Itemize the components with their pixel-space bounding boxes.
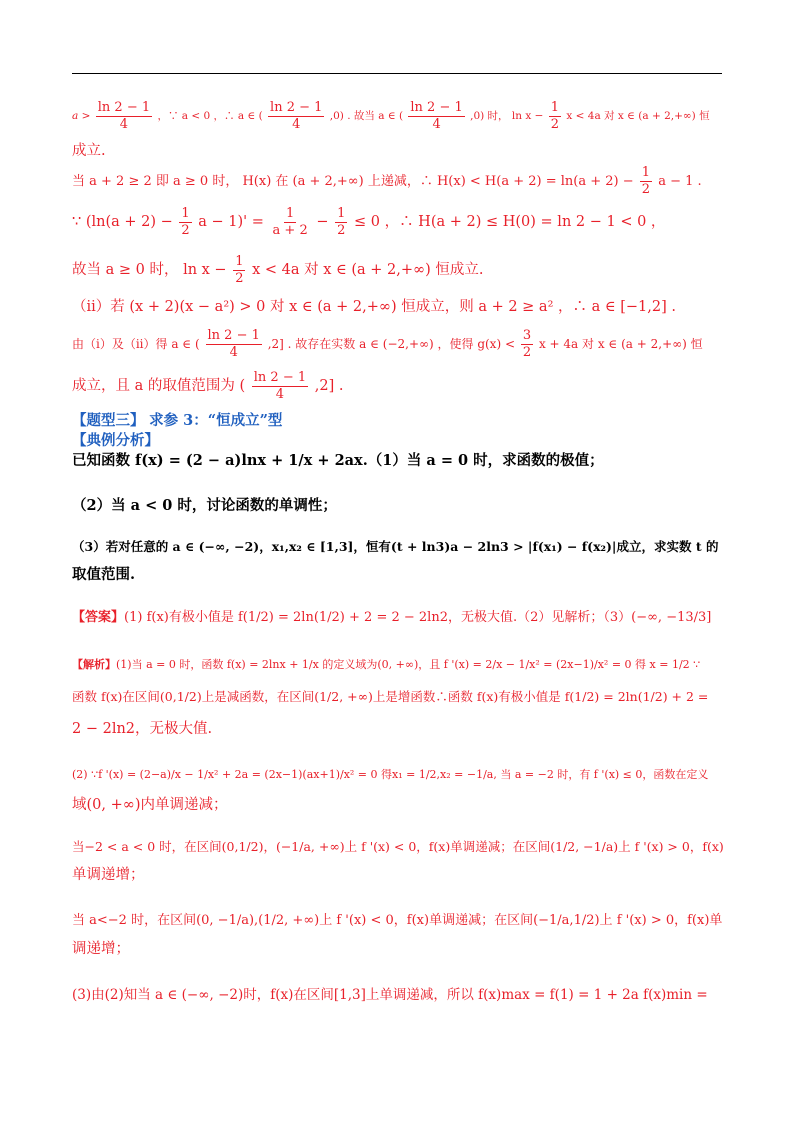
fraction: $\frac{1}{2}$ (641, 165, 651, 197)
solution-line-7: 由（i）及（ii）得 a ∈ ( $\frac{\ln 2 - 1}{4}$ ,2] . 故存在实数 a ∈ (−2,+∞) ，使得 g(x) < $\frac{3}{2}$ x + 4a 对 x ∈ (a + 2,+∞) 恒 (72, 328, 703, 360)
analysis-line-3: 2 − 2ln2，无极大值. (72, 721, 213, 737)
analysis-line-6: 当−2 < a < 0 时，在区间(0,1/2)，(−1/a, +∞)上 f '(x) < 0，f(x)单调递减；在区间(1/2, −1/a)上 f '(x) > 0，f(x) (72, 839, 724, 854)
fraction: $\frac{1}{2}$ (235, 253, 244, 286)
question-part-3-cont: 取值范围. (72, 566, 136, 583)
question-part-1: 已知函数 f(x) = (2 − a)lnx + 1/x + 2ax.（1）当 a = 0 时，求函数的极值； (72, 452, 604, 469)
analysis-line-7: 单调递增； (72, 867, 145, 883)
fraction: $\frac{1}{a + 2}$ (272, 205, 308, 238)
solution-line-5: 故当 a ≥ 0 时， ln x − $\frac{1}{2}$ x < 4a 对 x ∈ (a + 2,+∞) 恒成立. (72, 253, 484, 286)
analysis-line-5: 域(0, +∞)内单调递减； (72, 797, 228, 813)
fraction: $\frac{\ln 2 - 1}{4}$ (270, 99, 323, 132)
fraction: $\frac{\ln 2 - 1}{4}$ (253, 369, 307, 402)
solution-line-4: ∵ (ln(a + 2) − $\frac{1}{2}$ a − 1)' = $\frac{1}{a + 2}$ − $\frac{1}{2}$ ≤ 0 ，∴ H(a + 2) ≤ H(0) = ln 2 − 1 < 0 ， (72, 205, 666, 238)
header-rule (72, 73, 722, 74)
solution-line-6: （ii）若 (x + 2)(x − a²) > 0 对 x ∈ (a + 2,+∞) 恒成立，则 a + 2 ≥ a² ，∴ a ∈ [−1,2] . (72, 299, 676, 315)
fraction: $\frac{\ln 2 - 1}{4}$ (410, 99, 463, 132)
analysis-line-8: 当 a<−2 时，在区间(0, −1/a),(1/2, +∞)上 f '(x) < 0，f(x)单调递减；在区间(−1/a,1/2)上 f '(x) > 0，f(x)单 (72, 913, 723, 928)
solution-line-8: 成立，且 a 的取值范围为 ( $\frac{\ln 2 - 1}{4}$ ,2] . (72, 369, 344, 402)
question-part-2: （2）当 a < 0 时，讨论函数的单调性； (72, 497, 337, 514)
analysis-line-1: 【解析】(1)当 a = 0 时，函数 f(x) = 2lnx + 1/x 的定义域为(0, +∞)，且 f '(x) = 2/x − 1/x² = (2x−1)/x² = 0 得 x = 1/2 ∵ (72, 658, 701, 671)
solution-line-1: a > $\frac{\ln 2 - 1}{4}$ ，∵ a < 0 ，∴ a ∈ ( $\frac{\ln 2 - 1}{4}$ ,0) . 故当 a ∈ ( $\frac{\ln 2 - 1}{4}$ ,0) 时， ln x − $\frac{1}{2}$ x < 4a 对 x ∈ (a + 2,+∞) 恒 (72, 99, 710, 132)
fraction: $\frac{\ln 2 - 1}{4}$ (207, 328, 260, 360)
fraction: $\frac{3}{2}$ (522, 328, 532, 360)
fraction: $\frac{1}{2}$ (337, 205, 346, 238)
fraction: $\frac{\ln 2 - 1}{4}$ (97, 99, 151, 132)
analysis-line-2: 函数 f(x)在区间(0,1/2)上是减函数，在区间(1/2, +∞)上是增函数∴函数 f(x)有极小值是 f(1/2) = 2ln(1/2) + 2 = (72, 689, 709, 704)
analysis-line-10: (3)由(2)知当 a ∈ (−∞, −2)时，f(x)在区间[1,3]上单调递减，所以 f(x)max = f(1) = 1 + 2a f(x)min = (72, 987, 708, 1003)
fraction: $\frac{1}{2}$ (181, 205, 190, 238)
solution-line-2: 成立. (72, 143, 106, 159)
fraction: $\frac{1}{2}$ (550, 99, 560, 132)
subsection-heading: 【典例分析】 (72, 432, 159, 449)
question-part-3: （3）若对任意的 a ∈ (−∞, −2)，x₁,x₂ ∈ [1,3]，恒有(t + ln3)a − 2ln3 > |f(x₁) − f(x₂)|成立，求实数 t 的 (72, 539, 719, 554)
answer-line: 【答案】(1) f(x)有极小值是 f(1/2) = 2ln(1/2) + 2 = 2 − 2ln2，无极大值.（2）见解析；（3）(−∞, −13/3] (72, 610, 712, 625)
solution-line-3: 当 a + 2 ≥ 2 即 a ≥ 0 时， H(x) 在 (a + 2,+∞) 上递减，∴ H(x) < H(a + 2) = ln(a + 2) − $\frac{1}{2}$ a − 1 . (72, 165, 702, 197)
analysis-line-9: 调递增； (72, 941, 130, 957)
section-heading: 【题型三】 求参 3：“恒成立”型 (72, 412, 283, 429)
analysis-line-4: (2) ∵f '(x) = (2−a)/x − 1/x² + 2a = (2x−1)(ax+1)/x² = 0 得x₁ = 1/2,x₂ = −1/a, 当 a = −2 时，有 f '(x) ≤ 0，函数在定义 (72, 768, 709, 781)
